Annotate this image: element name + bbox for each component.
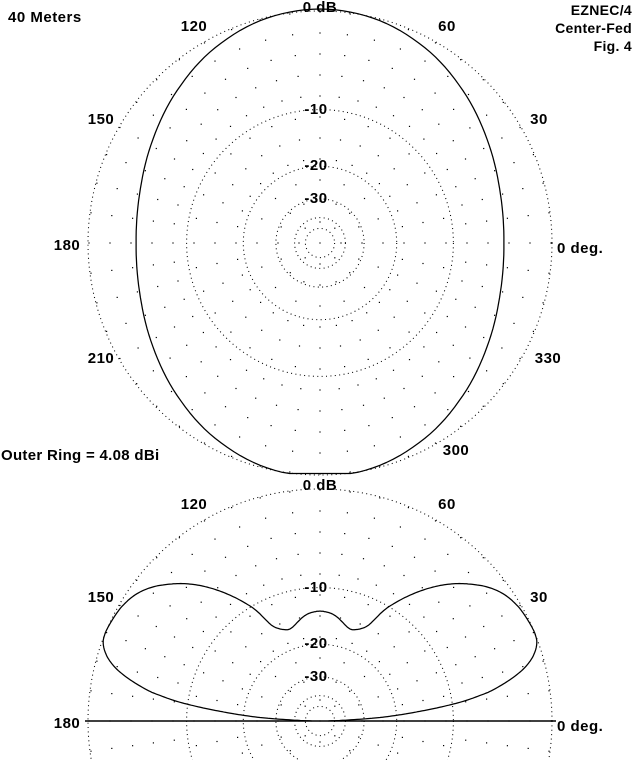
- scale-max-label: 0 dB: [302, 0, 338, 16]
- db-ring-label--20: -20: [304, 157, 328, 174]
- angle-label-0: 0 deg.: [557, 718, 604, 735]
- angle-label-30: 30: [530, 589, 548, 606]
- azimuth-pattern-plot: [54, 0, 604, 475]
- figure-label: Fig. 4: [593, 38, 632, 54]
- polar-grid-rings: [88, 489, 552, 760]
- azimuth-pattern-trace: [136, 9, 504, 474]
- angle-label-210: 210: [87, 350, 115, 367]
- db-ring-label--30: -30: [304, 668, 328, 685]
- angle-label-330: 330: [534, 350, 562, 367]
- polar-grid-dots: [88, 489, 551, 753]
- angle-label-0: 0 deg.: [557, 240, 604, 257]
- plot-labels: [54, 477, 604, 735]
- scale-max-label: 0 dB: [302, 477, 338, 494]
- angle-label-120: 120: [180, 18, 208, 35]
- antenna-name-label: Center-Fed: [555, 20, 632, 36]
- angle-label-60: 60: [438, 496, 456, 513]
- band-title: 40 Meters: [8, 9, 82, 26]
- db-ring-label--10: -10: [304, 101, 328, 118]
- angle-label-60: 60: [438, 18, 456, 35]
- angle-label-30: 30: [530, 111, 548, 128]
- polar-grid-dots: [88, 11, 551, 474]
- db-ring-label--10: -10: [304, 579, 328, 596]
- angle-label-300: 300: [442, 442, 470, 459]
- angle-label-180: 180: [53, 237, 81, 254]
- app-name-label: EZNEC/4: [570, 2, 632, 18]
- elevation-pattern-plot: [54, 477, 604, 760]
- angle-label-150: 150: [87, 589, 115, 606]
- outer-ring-gain-label: Outer Ring = 4.08 dBi: [1, 447, 160, 464]
- angle-label-120: 120: [180, 496, 208, 513]
- angle-label-150: 150: [87, 111, 115, 128]
- header-info-block: [555, 1, 632, 55]
- db-ring-label--20: -20: [304, 635, 328, 652]
- angle-label-180: 180: [53, 715, 81, 732]
- db-ring-label--30: -30: [304, 190, 328, 207]
